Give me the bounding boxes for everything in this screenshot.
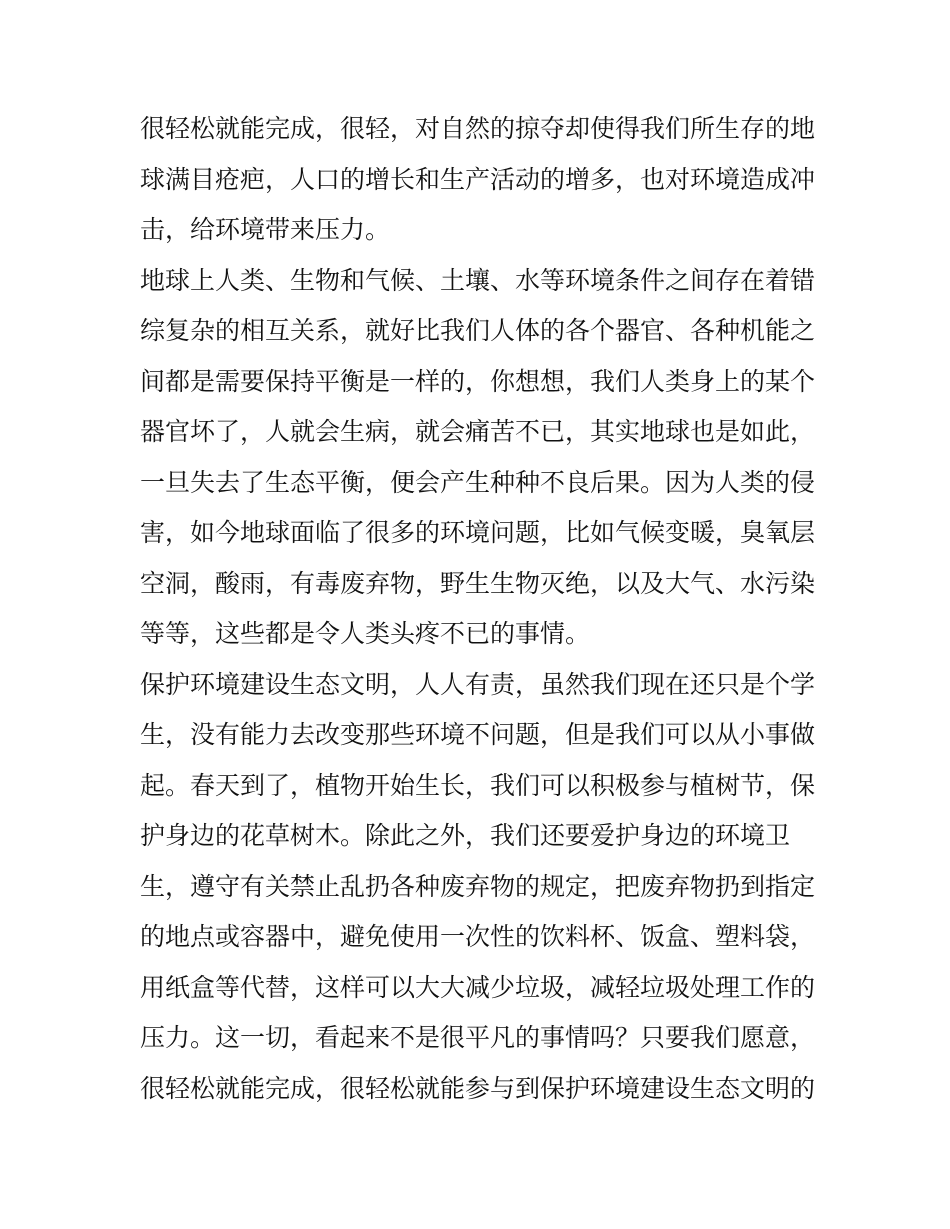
text-line: 起。春天到了，植物开始生长，我们可以积极参与植树节，保 bbox=[140, 770, 816, 800]
text-line: 地球上人类、生物和气候、土壤、水等环境条件之间存在着错 bbox=[140, 265, 816, 295]
text-line: 一旦失去了生态平衡，便会产生种种不良后果。因为人类的侵 bbox=[140, 467, 816, 497]
text-line: 等等，这些都是令人类头疼不已的事情。 bbox=[140, 619, 591, 648]
text-line: 用纸盒等代替，这样可以大大减少垃圾，减轻垃圾处理工作的 bbox=[140, 972, 816, 1002]
text-line: 生，没有能力去改变那些环境不问题，但是我们可以从小事做 bbox=[140, 720, 816, 749]
text-line: 很轻松就能完成，很轻松就能参与到保护环境建设生态文明的 bbox=[140, 1073, 816, 1103]
text-line: 压力。这一切，看起来不是很平凡的事情吗？只要我们愿意， bbox=[140, 1023, 816, 1052]
text-line: 击，给环境带来压力。 bbox=[140, 215, 391, 244]
text-line: 器官坏了，人就会生病，就会痛苦不已，其实地球也是如此， bbox=[140, 417, 816, 446]
text-line: 生，遵守有关禁止乱扔各种废弃物的规定，把废弃物扔到指定 bbox=[140, 871, 816, 901]
text-line: 间都是需要保持平衡是一样的，你想想，我们人类身上的某个 bbox=[140, 366, 816, 396]
text-line: 保护环境建设生态文明，人人有责，虽然我们现在还只是个学 bbox=[140, 669, 816, 699]
text-line: 的地点或容器中，避免使用一次性的饮料杯、饭盒、塑料袋， bbox=[140, 922, 816, 951]
text-line: 护身边的花草树木。除此之外，我们还要爱护身边的环境卫 bbox=[140, 821, 791, 850]
text-line: 空洞，酸雨，有毒废弃物，野生生物灭绝，以及大气、水污染 bbox=[140, 568, 816, 598]
text-line: 害，如今地球面临了很多的环境问题，比如气候变暖，臭氧层 bbox=[140, 518, 816, 547]
text-line: 球满目疮疤，人口的增长和生产活动的增多，也对环境造成冲 bbox=[140, 164, 816, 194]
document-body bbox=[140, 104, 820, 1114]
text-line: 综复杂的相互关系，就好比我们人体的各个器官、各种机能之 bbox=[140, 316, 816, 345]
text-line: 很轻松就能完成，很轻，对自然的掠夺却使得我们所生存的地 bbox=[140, 114, 816, 143]
